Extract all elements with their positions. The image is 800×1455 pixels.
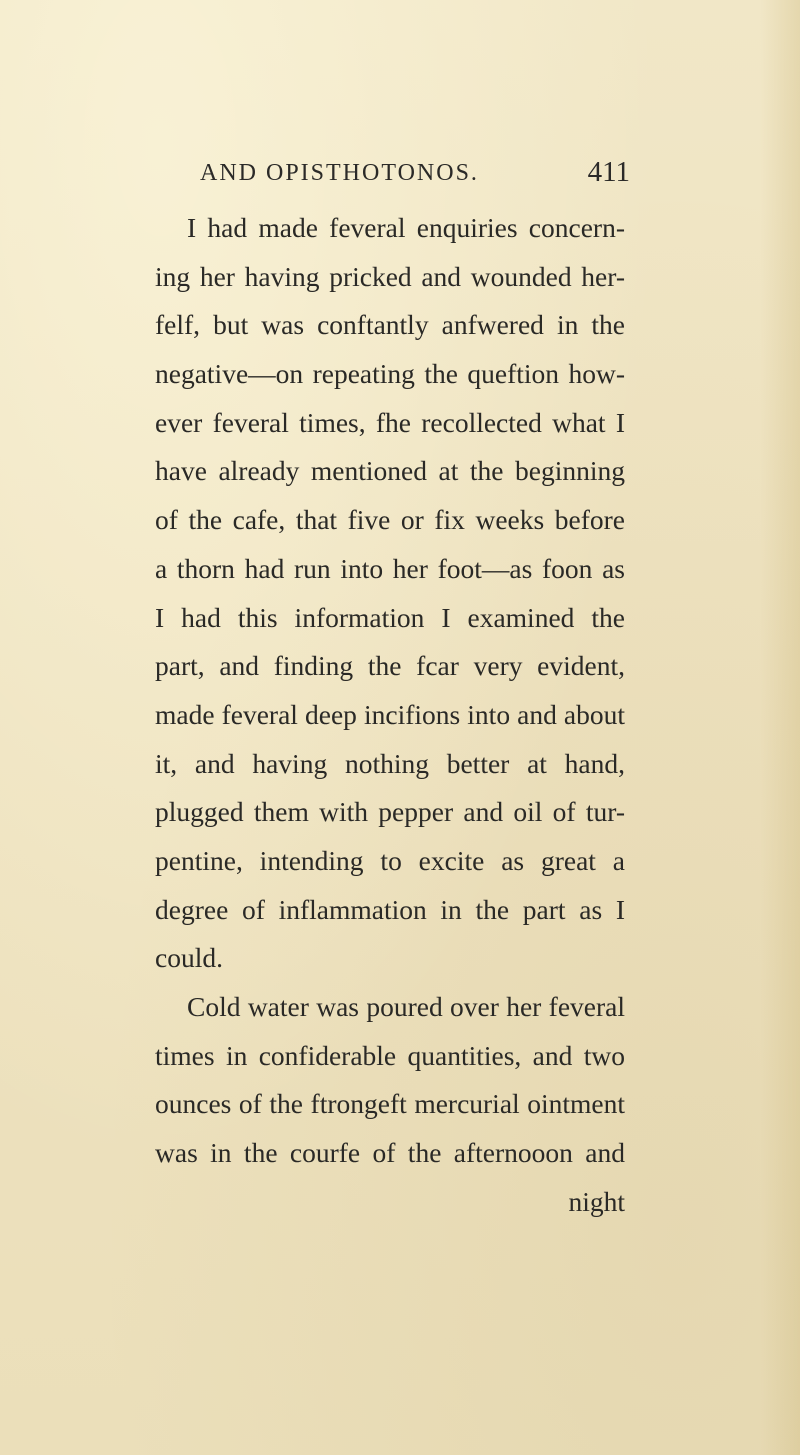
text-line: I had made feveral enquiries concern- <box>187 212 625 243</box>
text-line: Cold water was poured over her feveral <box>187 991 625 1022</box>
text-line: ever feveral times, fhe recollected what I <box>155 406 625 438</box>
text-line: have already mentioned at the beginning <box>155 455 625 487</box>
text-line: part, and finding the fcar very evident, <box>155 650 625 682</box>
body-text <box>155 204 625 1226</box>
text-line: times in confiderable quantities, and two <box>155 1039 625 1071</box>
text-line: I had this information I examined the <box>155 601 625 633</box>
text-line: was in the courfe of the afternooon and <box>155 1137 625 1169</box>
text-line: of the cafe, that five or fix weeks before <box>155 504 625 536</box>
text-line: ing her having pricked and wounded her- <box>155 260 625 292</box>
running-head: AND OPISTHOTONOS. <box>200 160 479 186</box>
text-line: plugged them with pepper and oil of tur- <box>155 796 625 828</box>
text-line: ounces of the ftrongeft mercurial ointment <box>155 1088 625 1120</box>
text-line: felf, but was conftantly anfwered in the <box>155 309 625 341</box>
page-number: 411 <box>587 156 630 188</box>
text-line: negative—on repeating the queftion how- <box>155 358 625 390</box>
text-line: could. <box>155 942 223 974</box>
text-line: it, and having nothing better at hand, <box>155 747 625 779</box>
page-header <box>200 150 630 190</box>
catchword: night <box>568 1185 625 1217</box>
text-line: a thorn had run into her foot—as foon as <box>155 552 625 584</box>
text-line: degree of inflammation in the part as I <box>155 893 625 925</box>
text-line: made feveral deep incifions into and about <box>155 698 625 730</box>
text-line: pentine, intending to excite as great a <box>155 844 625 876</box>
